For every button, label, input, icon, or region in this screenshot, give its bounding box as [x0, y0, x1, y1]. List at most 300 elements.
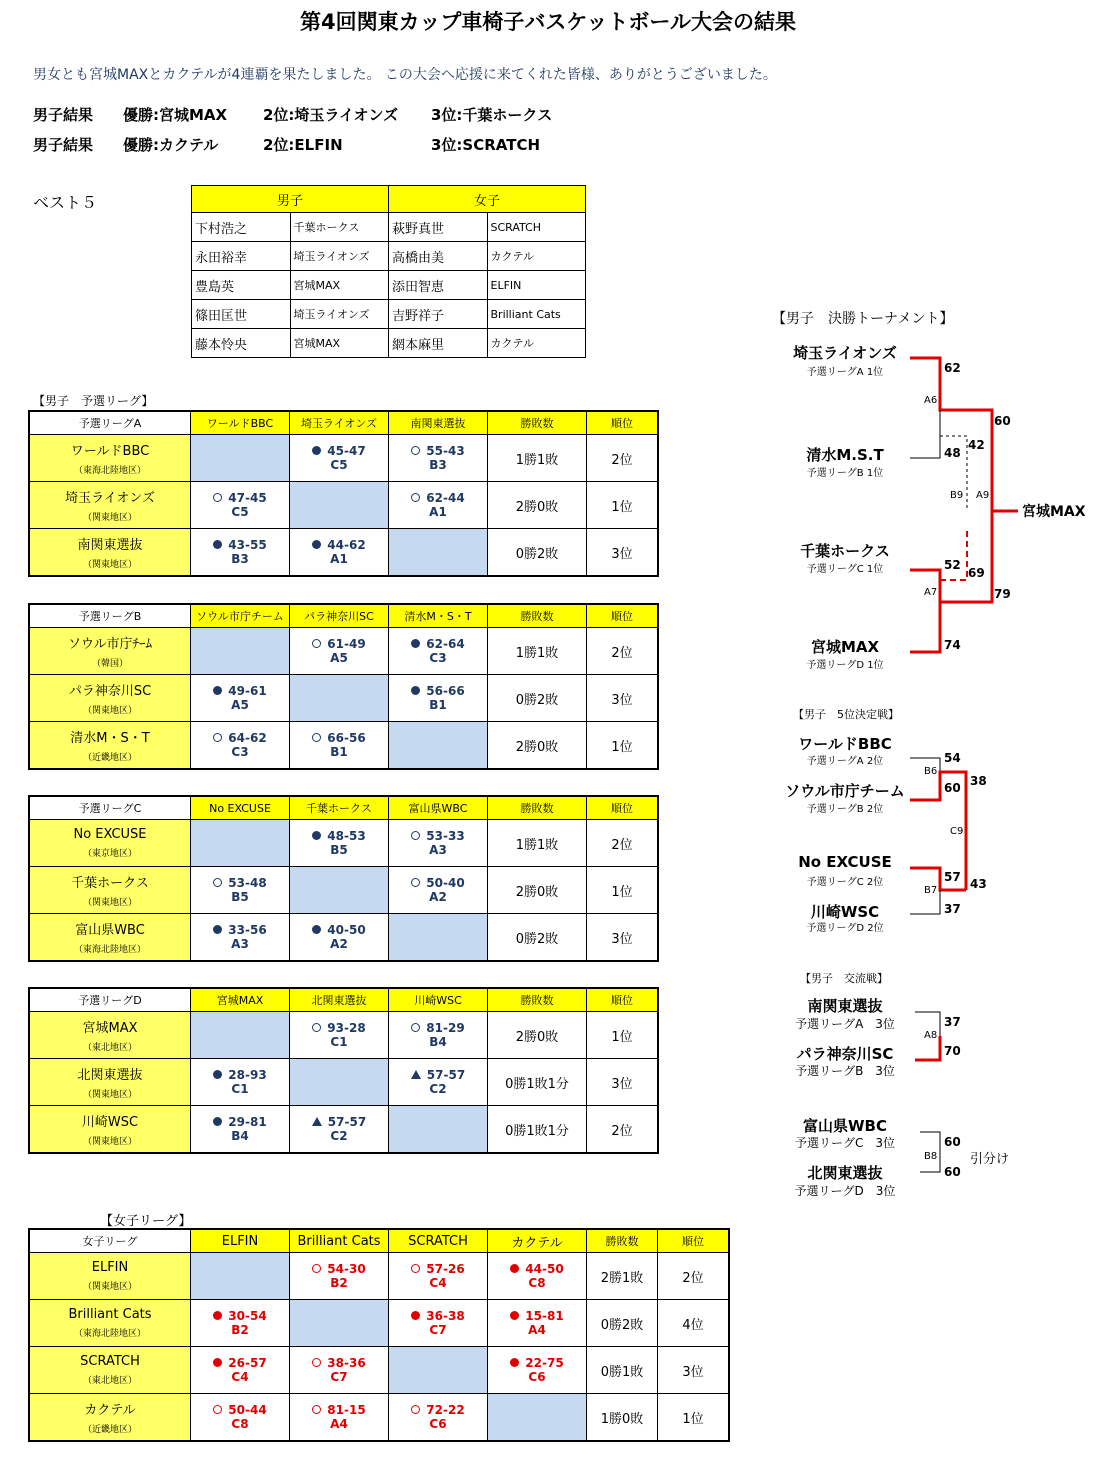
- match-score: 36-38: [426, 1309, 465, 1323]
- self-match-cell: [191, 628, 290, 675]
- best5-women-player: 網本麻里: [389, 329, 488, 358]
- match-result: [290, 628, 389, 675]
- match-score: 49-61: [228, 684, 267, 698]
- match-code: A5: [330, 651, 348, 665]
- league-row: [29, 820, 658, 867]
- final-code: A6: [924, 395, 938, 406]
- match-result: [191, 1300, 290, 1347]
- rank: 1位: [658, 1394, 730, 1442]
- self-match-cell: [191, 1253, 290, 1300]
- match-score: 54-30: [327, 1262, 366, 1276]
- match-score: 57-26: [426, 1262, 465, 1276]
- win-loss: 0勝2敗: [488, 914, 587, 962]
- best5-women-player: 萩野真世: [389, 213, 488, 242]
- loss-dot-icon: [213, 686, 222, 695]
- intro-text: 男女とも宮城MAXとカクテルが4連覇を果たしました。 この大会へ応援に来てくれた皆様、ありがとうございました。: [33, 67, 777, 83]
- exchange-team-sub: 予選リーグB 3位: [795, 1064, 895, 1078]
- exchange-team: 南関東選抜: [807, 997, 883, 1015]
- match-score: 30-54: [228, 1309, 267, 1323]
- exchange-score: 60: [944, 1135, 961, 1149]
- best5-women-player: 高橋由美: [389, 242, 488, 271]
- match-score: 66-56: [327, 731, 366, 745]
- loss-dot-icon: [213, 1070, 222, 1079]
- match-code: B3: [429, 458, 447, 472]
- team-name: 清水M・S・T: [70, 731, 150, 746]
- self-match-cell: [389, 529, 488, 577]
- team-name-cell: [29, 1106, 191, 1154]
- win-loss: 0勝2敗: [587, 1300, 658, 1347]
- win-loss: 2勝1敗: [587, 1253, 658, 1300]
- self-match-cell: [290, 482, 389, 529]
- match-code: A5: [231, 698, 249, 712]
- rank: 4位: [658, 1300, 730, 1347]
- loss-dot-icon: [213, 1358, 222, 1367]
- rank: 2位: [587, 820, 659, 867]
- league-row: [29, 867, 658, 914]
- draw-triangle-icon: [312, 1117, 322, 1126]
- rank: 2位: [587, 628, 659, 675]
- match-score: 26-57: [228, 1356, 267, 1370]
- self-match-cell: [389, 914, 488, 962]
- final-team-2: 清水M.S.T: [806, 446, 884, 464]
- final-team-3: 千葉ホークス: [800, 542, 890, 560]
- match-score: 81-15: [327, 1403, 366, 1417]
- match-result: [389, 820, 488, 867]
- match-score: 47-45: [228, 491, 267, 505]
- win-circle-icon: [312, 639, 321, 648]
- fifth-team-2: ソウル市庁チーム: [785, 782, 905, 800]
- loss-dot-icon: [213, 1117, 222, 1126]
- match-score: 29-81: [228, 1115, 267, 1129]
- fifth-score: 37: [944, 902, 961, 916]
- win-loss: 0勝1敗1分: [488, 1059, 587, 1106]
- league-row: [29, 529, 658, 577]
- match-result: [191, 529, 290, 577]
- league-name: 予選リーグB: [29, 604, 191, 628]
- match-result: [191, 675, 290, 722]
- team-name-cell: [29, 1394, 191, 1442]
- best5-women-player: 添田智恵: [389, 271, 488, 300]
- league-name: 女子リーグ: [29, 1229, 191, 1253]
- league-column-team: 千葉ホークス: [290, 796, 389, 820]
- league-column-team: No EXCUSE: [191, 796, 290, 820]
- final-score: 52: [944, 558, 961, 572]
- final-team-1: 埼玉ライオンズ: [793, 344, 897, 362]
- win-circle-icon: [213, 1405, 222, 1414]
- fifth-team-3-sub: 予選リーグC 2位: [806, 877, 884, 888]
- match-code: C2: [330, 1129, 348, 1143]
- win-circle-icon: [312, 733, 321, 742]
- loss-dot-icon: [213, 1311, 222, 1320]
- win-circle-icon: [411, 831, 420, 840]
- team-region: （関東地区）: [82, 1090, 137, 1100]
- win-loss: 1勝1敗: [488, 628, 587, 675]
- league-name: 予選リーグD: [29, 988, 191, 1012]
- rank-header: 順位: [587, 988, 659, 1012]
- match-score: 61-49: [327, 637, 366, 651]
- league-column-team: 川崎WSC: [389, 988, 488, 1012]
- rank: 3位: [587, 914, 659, 962]
- final-label: 【男子 決勝トーナメント】: [772, 311, 954, 327]
- best5-table: [191, 185, 586, 358]
- league-table: [28, 603, 659, 770]
- match-code: A2: [330, 937, 348, 951]
- league-row: [29, 1059, 658, 1106]
- final-team-4-sub: 予選リーグD 1位: [806, 660, 884, 671]
- league-column-team: ソウル市庁チーム: [191, 604, 290, 628]
- match-result: [290, 1347, 389, 1394]
- match-score: 64-62: [228, 731, 267, 745]
- match-result: [290, 722, 389, 770]
- match-code: B1: [330, 745, 348, 759]
- league-name: 予選リーグA: [29, 411, 191, 435]
- match-result: [191, 1106, 290, 1154]
- final-code: A7: [924, 587, 938, 598]
- league-row: [29, 1347, 729, 1394]
- exchange-team: 北関東選抜: [807, 1164, 883, 1182]
- exchange-team-sub: 予選リーグA 3位: [795, 1017, 895, 1031]
- match-score: 62-64: [426, 637, 465, 651]
- self-match-cell: [290, 675, 389, 722]
- league-row: [29, 1012, 658, 1059]
- match-result: [290, 1106, 389, 1154]
- self-match-cell: [389, 1347, 488, 1394]
- fifth-team-4-sub: 予選リーグD 2位: [806, 923, 884, 934]
- team-region: （韓国）: [91, 659, 128, 669]
- self-match-cell: [290, 1059, 389, 1106]
- league-row: [29, 435, 658, 482]
- best5-men-team: 宮城MAX: [290, 329, 389, 358]
- final-team-4: 宮城MAX: [810, 638, 880, 656]
- final-score: 62: [944, 361, 961, 375]
- match-result: [290, 820, 389, 867]
- exchange-team-sub: 予選リーグC 3位: [794, 1136, 895, 1150]
- match-code: C5: [231, 505, 249, 519]
- best5-men-header: 男子: [192, 186, 389, 213]
- match-result: [191, 722, 290, 770]
- men-result-line: 男子結果 優勝:宮城MAX 2位:埼玉ライオンズ 3位:千葉ホークス: [33, 106, 553, 124]
- league-column-team: Brilliant Cats: [290, 1229, 389, 1253]
- exchange-score: 37: [944, 1015, 961, 1029]
- team-name: 埼玉ライオンズ: [65, 491, 155, 506]
- match-code: C5: [330, 458, 348, 472]
- team-name-cell: [29, 722, 191, 770]
- win-loss: 0勝2敗: [488, 675, 587, 722]
- match-result: [389, 628, 488, 675]
- team-name: 川崎WSC: [81, 1115, 139, 1130]
- match-score: 57-57: [327, 1115, 367, 1129]
- match-score: 72-22: [426, 1403, 465, 1417]
- match-score: 53-33: [426, 829, 465, 843]
- rank: 1位: [587, 482, 659, 529]
- league-row: [29, 914, 658, 962]
- team-name: Brilliant Cats: [68, 1307, 152, 1322]
- league-column-team: 清水M・S・T: [389, 604, 488, 628]
- loss-dot-icon: [411, 639, 420, 648]
- best5-women-team: カクテル: [487, 242, 586, 271]
- team-region: （近畿地区）: [82, 753, 137, 763]
- team-region: （東北地区）: [82, 1043, 137, 1053]
- win-loss: 1勝1敗: [488, 435, 587, 482]
- win-circle-icon: [312, 1023, 321, 1032]
- exchange-team: 富山県WBC: [803, 1117, 887, 1135]
- win-loss: 2勝0敗: [488, 867, 587, 914]
- women-league-table: [28, 1228, 730, 1442]
- match-score: 45-47: [327, 444, 366, 458]
- team-name-cell: [29, 628, 191, 675]
- win-circle-icon: [411, 1023, 420, 1032]
- match-code: A2: [429, 890, 447, 904]
- team-name-cell: [29, 482, 191, 529]
- match-score: 44-50: [525, 1262, 564, 1276]
- match-result: [389, 1394, 488, 1442]
- match-code: B1: [429, 698, 447, 712]
- match-score: 44-62: [327, 538, 366, 552]
- match-code: C6: [528, 1370, 546, 1384]
- match-code: B3: [231, 552, 249, 566]
- best5-women-team: カクテル: [487, 329, 586, 358]
- best5-row: [192, 213, 586, 242]
- exchange-score: 70: [944, 1044, 961, 1058]
- match-result: [389, 435, 488, 482]
- self-match-cell: [191, 435, 290, 482]
- draw-triangle-icon: [411, 1070, 421, 1079]
- rank: 2位: [587, 1106, 659, 1154]
- best5-row: [192, 271, 586, 300]
- fifth-team-1: ワールドBBC: [798, 735, 892, 753]
- league-column-team: 南関東選抜: [389, 411, 488, 435]
- win-circle-icon: [411, 1405, 420, 1414]
- best5-men-team: 宮城MAX: [290, 271, 389, 300]
- best5-men-player: 豊島英: [192, 271, 291, 300]
- rank-header: 順位: [587, 796, 659, 820]
- match-code: C6: [429, 1417, 447, 1431]
- match-result: [389, 1059, 488, 1106]
- league-row: [29, 675, 658, 722]
- exchange-team-sub: 予選リーグD 3位: [794, 1184, 896, 1198]
- match-result: [290, 529, 389, 577]
- match-result: [191, 1059, 290, 1106]
- self-match-cell: [191, 820, 290, 867]
- win-loss: 2勝0敗: [488, 722, 587, 770]
- fifth-team-4: 川崎WSC: [810, 903, 880, 921]
- win-loss: 0勝1敗: [587, 1347, 658, 1394]
- self-match-cell: [488, 1394, 587, 1442]
- team-name-cell: [29, 914, 191, 962]
- best5-men-team: 埼玉ライオンズ: [290, 242, 389, 271]
- league-column-team: パラ神奈川SC: [290, 604, 389, 628]
- match-result: [290, 435, 389, 482]
- women-result-line: 男子結果 優勝:カクテル 2位:ELFIN 3位:SCRATCH: [33, 136, 541, 154]
- match-score: 55-43: [426, 444, 465, 458]
- best5-men-player: 篠田匡世: [192, 300, 291, 329]
- team-name-cell: [29, 1012, 191, 1059]
- bracket-line-a6-win: [910, 358, 992, 511]
- win-circle-icon: [213, 878, 222, 887]
- match-result: [290, 914, 389, 962]
- league-column-team: SCRATCH: [389, 1229, 488, 1253]
- match-score: 33-56: [228, 923, 267, 937]
- loss-dot-icon: [213, 925, 222, 934]
- final-code: B9: [950, 490, 964, 501]
- fifth-team-1-sub: 予選リーグA 2位: [806, 756, 884, 767]
- win-circle-icon: [312, 1358, 321, 1367]
- team-name: SCRATCH: [80, 1354, 140, 1369]
- match-score: 57-57: [426, 1068, 466, 1082]
- loss-dot-icon: [510, 1358, 519, 1367]
- match-code: C8: [528, 1276, 546, 1290]
- rank: 3位: [587, 675, 659, 722]
- match-score: 50-40: [426, 876, 465, 890]
- team-name: 宮城MAX: [82, 1021, 138, 1036]
- team-name-cell: [29, 867, 191, 914]
- final-team-3-sub: 予選リーグC 1位: [806, 564, 884, 575]
- loss-dot-icon: [312, 925, 321, 934]
- league-table: [28, 410, 659, 577]
- match-score: 50-44: [228, 1403, 267, 1417]
- final-score: 69: [968, 566, 985, 580]
- loss-dot-icon: [411, 686, 420, 695]
- fifth-score: 57: [944, 870, 961, 884]
- win-loss: 0勝1敗1分: [488, 1106, 587, 1154]
- match-result: [191, 1347, 290, 1394]
- best5-label: ベスト５: [33, 193, 98, 212]
- rank-header: 順位: [587, 411, 659, 435]
- team-region: （東海北陸地区）: [73, 945, 146, 955]
- team-name: 北関東選抜: [77, 1068, 143, 1083]
- win-loss: 1勝0敗: [587, 1394, 658, 1442]
- match-result: [389, 1300, 488, 1347]
- team-region: （関東地区）: [82, 706, 137, 716]
- best5-women-player: 吉野祥子: [389, 300, 488, 329]
- team-name: 富山県WBC: [75, 923, 145, 938]
- league-row: [29, 482, 658, 529]
- fifth-code: B7: [924, 885, 938, 896]
- league-row: [29, 1300, 729, 1347]
- final-score: 79: [994, 587, 1011, 601]
- rank: 3位: [587, 529, 659, 577]
- team-region: （関東地区）: [82, 513, 137, 523]
- win-loss: 2勝0敗: [488, 1012, 587, 1059]
- rank: 1位: [587, 867, 659, 914]
- best5-row: [192, 242, 586, 271]
- exchange-code: A8: [924, 1030, 938, 1041]
- fifth-score: 54: [944, 751, 961, 765]
- match-code: C1: [330, 1035, 348, 1049]
- best5-row: [192, 329, 586, 358]
- final-code: A9: [976, 490, 990, 501]
- best5-men-player: 下村浩之: [192, 213, 291, 242]
- league-table: [28, 795, 659, 962]
- self-match-cell: [191, 1012, 290, 1059]
- men-league-label: 【男子 予選リーグ】: [33, 394, 154, 408]
- win-circle-icon: [312, 1264, 321, 1273]
- final-score: 60: [994, 414, 1011, 428]
- loss-dot-icon: [510, 1311, 519, 1320]
- women-league-label: 【女子リーグ】: [100, 1214, 192, 1229]
- champion: 宮城MAX: [1022, 504, 1086, 520]
- rank: 2位: [587, 435, 659, 482]
- exchange-team: パラ神奈川SC: [796, 1045, 894, 1063]
- loss-dot-icon: [213, 540, 222, 549]
- match-score: 43-55: [228, 538, 267, 552]
- match-code: C4: [429, 1276, 447, 1290]
- final-score: 42: [968, 438, 985, 452]
- win-loss: 2勝0敗: [488, 482, 587, 529]
- team-name: ソウル市庁ﾁｰﾑ: [67, 637, 153, 652]
- loss-dot-icon: [411, 1311, 420, 1320]
- win-circle-icon: [411, 446, 420, 455]
- best5-men-player: 藤本怜央: [192, 329, 291, 358]
- rank: 1位: [587, 722, 659, 770]
- win-circle-icon: [411, 493, 420, 502]
- league-row: [29, 1394, 729, 1442]
- fifth-label: 【男子 5位決定戦】: [793, 708, 899, 721]
- loss-dot-icon: [510, 1264, 519, 1273]
- loss-dot-icon: [312, 446, 321, 455]
- match-result: [290, 1394, 389, 1442]
- match-result: [488, 1300, 587, 1347]
- league-column-team: カクテル: [488, 1229, 587, 1253]
- fifth-code: C9: [950, 826, 964, 837]
- league-row: [29, 1106, 658, 1154]
- fifth-score: 43: [970, 877, 987, 891]
- match-result: [191, 867, 290, 914]
- match-result: [290, 1253, 389, 1300]
- self-match-cell: [290, 1300, 389, 1347]
- match-result: [389, 675, 488, 722]
- match-score: 62-44: [426, 491, 465, 505]
- match-score: 48-53: [327, 829, 366, 843]
- league-row: [29, 1253, 729, 1300]
- page-title: 第4回関東カップ車椅子バスケットボール大会の結果: [300, 10, 796, 34]
- team-name: パラ神奈川SC: [68, 684, 152, 699]
- match-score: 40-50: [327, 923, 366, 937]
- league-table: [28, 987, 659, 1154]
- match-code: C8: [231, 1417, 249, 1431]
- team-name: カクテル: [84, 1403, 136, 1418]
- win-loss: 0勝2敗: [488, 529, 587, 577]
- match-code: C4: [231, 1370, 249, 1384]
- match-code: A1: [429, 505, 447, 519]
- match-result: [191, 1394, 290, 1442]
- final-score: 74: [944, 638, 961, 652]
- team-name: No EXCUSE: [73, 827, 147, 842]
- fifth-code: B6: [924, 766, 938, 777]
- final-team-2-sub: 予選リーグB 1位: [806, 468, 884, 479]
- league-column-team: 北関東選抜: [290, 988, 389, 1012]
- match-code: A3: [231, 937, 249, 951]
- match-code: B5: [330, 843, 348, 857]
- best5-women-team: SCRATCH: [487, 213, 586, 242]
- match-result: [191, 914, 290, 962]
- match-code: B2: [330, 1276, 348, 1290]
- league-row: [29, 628, 658, 675]
- rank: 2位: [658, 1253, 730, 1300]
- league-column-team: ワールドBBC: [191, 411, 290, 435]
- match-code: B4: [231, 1129, 249, 1143]
- wl-header: 勝敗数: [488, 988, 587, 1012]
- match-code: C2: [429, 1082, 447, 1096]
- wl-header: 勝敗数: [488, 604, 587, 628]
- exchange-score: 60: [944, 1165, 961, 1179]
- league-column-team: 宮城MAX: [191, 988, 290, 1012]
- wl-header: 勝敗数: [488, 411, 587, 435]
- match-result: [389, 1253, 488, 1300]
- match-score: 38-36: [327, 1356, 366, 1370]
- team-region: （関東地区）: [82, 898, 137, 908]
- league-column-team: ELFIN: [191, 1229, 290, 1253]
